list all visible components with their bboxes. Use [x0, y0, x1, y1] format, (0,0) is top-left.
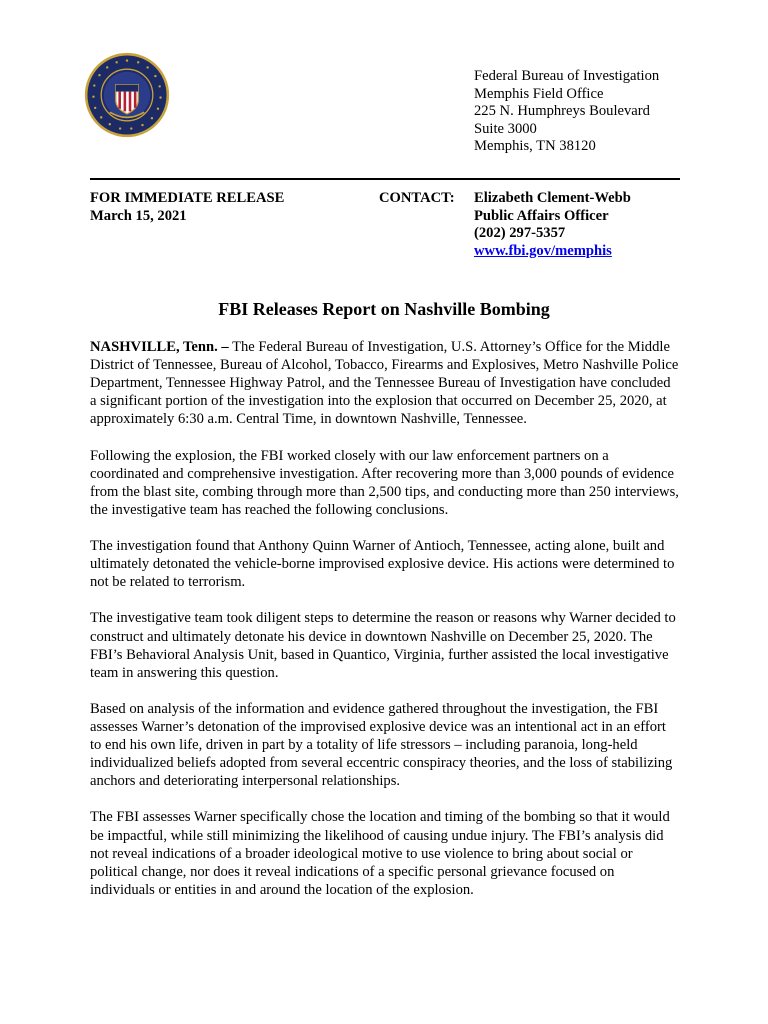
address-line: Memphis, TN 38120 [474, 138, 596, 155]
contact-name: Elizabeth Clement-Webb [474, 190, 631, 206]
release-date: March 15, 2021 [90, 207, 187, 224]
contact-link[interactable]: www.fbi.gov/memphis [474, 242, 612, 259]
paragraph: Based on analysis of the information and evidence gathered throughout the investigation, the FBI assesses Warner’s detonation of the improvised explosive device was an intentional act in an effort to end his own life, driven in part by a totality of life stressors – including paranoia, long-held individualized beliefs adopted from several eccentric conspiracy theories, and the loss of stabilizing anchors and deteriorating interpersonal relationships. [90, 700, 673, 790]
contact-title: Public Affairs Officer [474, 207, 609, 224]
press-release-body [90, 338, 680, 917]
paragraph: The FBI assesses Warner specifically chose the location and timing of the bombing so that it would be impactful, while still minimizing the likelihood of causing undue injury. The FBI’s analysis did not reveal indications of a broader ideological motive to use violence to bring about social or political change, nor does it reveal indications of a specific personal grievance focused on individuals or entities in and around the location of the explosion. [90, 809, 670, 898]
release-block [90, 190, 284, 225]
paragraph: Following the explosion, the FBI worked closely with our law enforcement partners on a coordinated and comprehensive investigation. After recovering more than 3,000 pounds of evidence from the blast site, combing through more than 2,500 tips, and conducting more than 250 interviews, the investigative team has reached the following conclusions. [90, 447, 679, 518]
address-line: Memphis Field Office [474, 85, 604, 102]
paragraph: The investigative team took diligent steps to determine the reason or reasons why Warner decided to construct and ultimately detonate his device in downtown Nashville on December 25, 2020. The FBI’s Behavioral Analysis Unit, based in Quantico, Virginia, further assisted the local investigative team in answering this question. [90, 610, 676, 681]
dateline: NASHVILLE, Tenn. – [90, 339, 229, 355]
page-title: FBI Releases Report on Nashville Bombing [218, 299, 550, 319]
contact-block [474, 190, 631, 260]
contact-label: CONTACT: [379, 190, 455, 206]
header-divider [90, 178, 680, 180]
fbi-seal-icon [84, 52, 170, 138]
paragraph: The investigation found that Anthony Quinn Warner of Antioch, Tennessee, acting alone, built and ultimately detonated the vehicle-borne improvised explosive device. His actions were determined to not be related to terrorism. [90, 538, 675, 591]
address-line: Suite 3000 [474, 120, 537, 137]
release-label: FOR IMMEDIATE RELEASE [90, 190, 285, 206]
office-address [474, 68, 659, 156]
address-line: Federal Bureau of Investigation [474, 68, 660, 84]
paragraph [90, 338, 680, 428]
paragraph-text: The Federal Bureau of Investigation, U.S. Attorney’s Office for the Middle District of Tennessee, Bureau of Alcohol, Tobacco, Firearms and Explosives, Metro Nashville Police Department, Tennessee Highway Patrol, and the Tennessee Bureau of Investigation have concluded a significant portion of the investigation into the explosion that occurred on December 25, 2020, at approximately 6:30 a.m. Central Time, in downtown Nashville, Tennessee. [90, 339, 679, 428]
address-line: 225 N. Humphreys Boulevard [474, 103, 650, 120]
contact-phone: (202) 297-5357 [474, 225, 566, 242]
